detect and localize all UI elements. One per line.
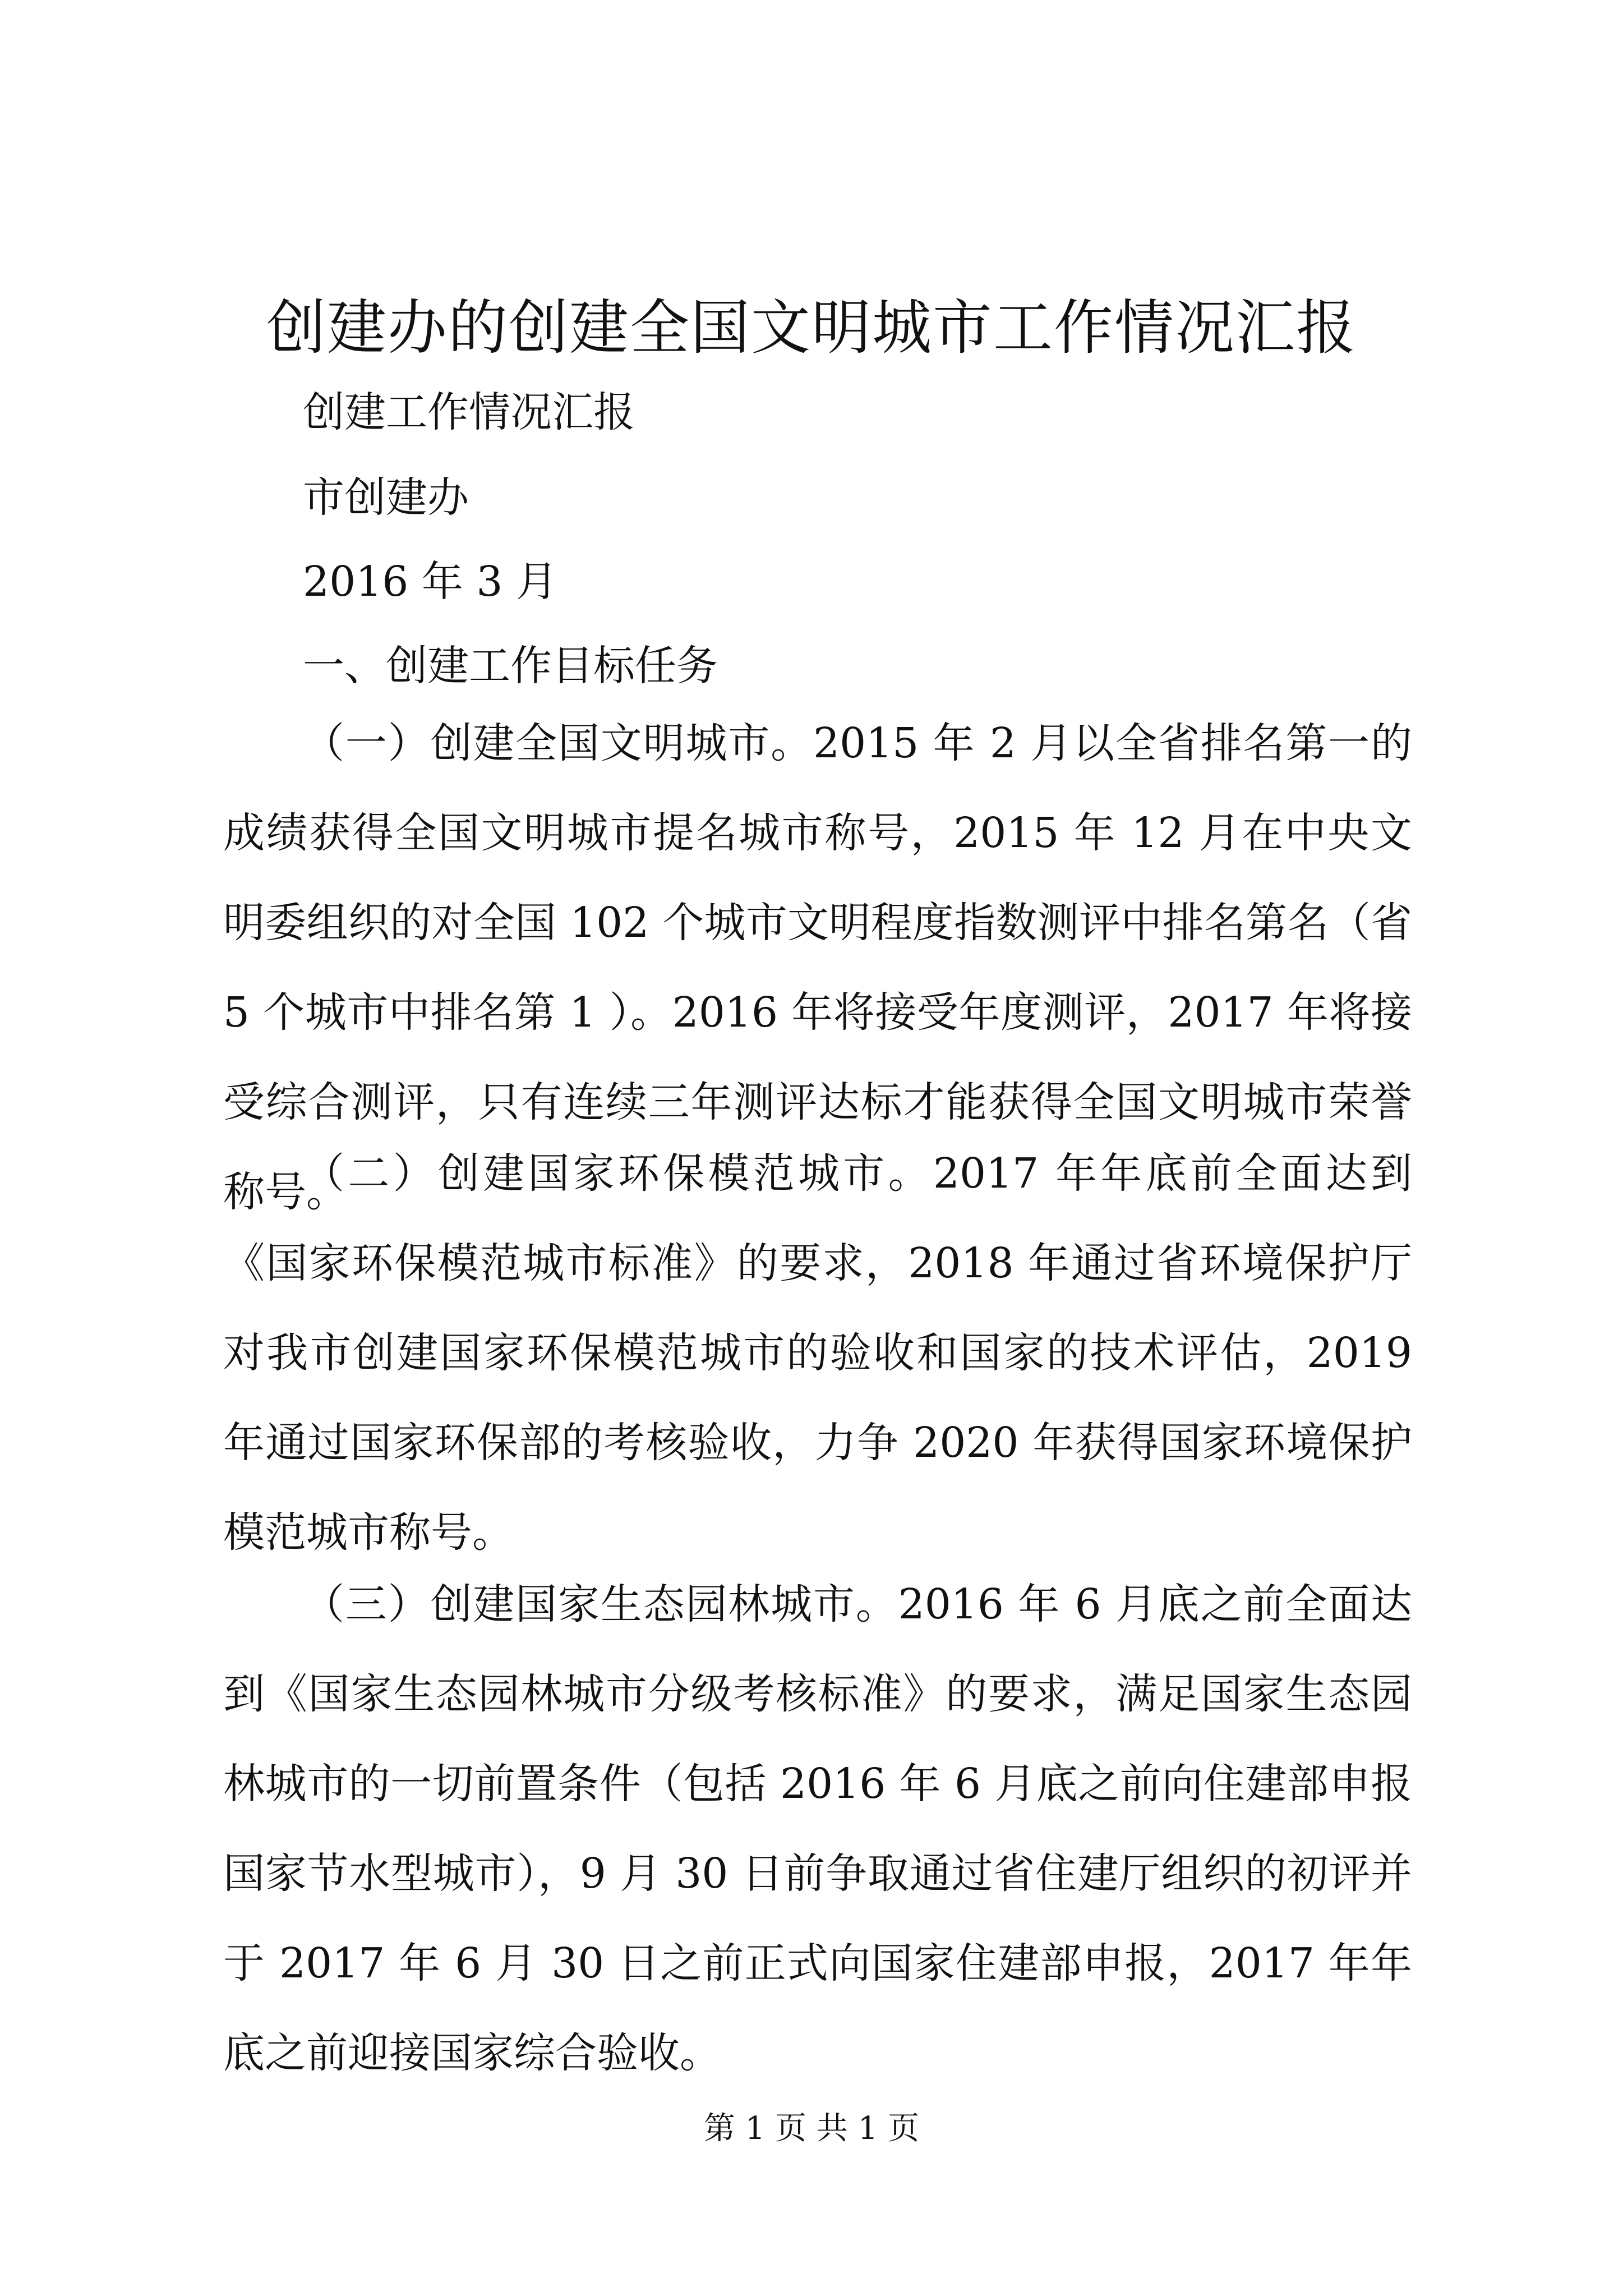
document-subtitle: 创建工作情况汇报 (303, 388, 635, 436)
paragraph-2: （二）创建国家环保模范城市。2017 年年底前全面达到《国家环保模范城市标准》的要求，2018 年通过省环境保护厅对我市创建国家环保模范城市的验收和国家的技术评估，2019 年通过国家环保部的考核验收，力争 2020 年获得国家环境保护模范城市称号。 (223, 1149, 1412, 1557)
paragraph-1: （一）创建全国文明城市。2015 年 2 月以全省排名第一的成绩获得全国文明城市提名城市称号，2015 年 12 月在中央文明委组织的对全国 102 个城市文明程度指数测评中排名第名（省 5 个城市中排名第 1 ）。2016 年将接受年度测评，2017 年将接受综合测评，只有连续三年测评达标才能获得全国文明城市荣誉称号。 (223, 719, 1412, 1216)
section-heading: 一、创建工作目标任务 (303, 642, 718, 690)
paragraph-3: （三）创建国家生态园林城市。2016 年 6 月底之前全面达到《国家生态园林城市分级考核标准》的要求，满足国家生态园林城市的一切前置条件（包括 2016 年 6 月底之前向住建部申报国家节水型城市），9 月 30 日前争取通过省住建厅组织的初评并于 2017 年 6 月 30 日之前正式向国家住建部申报，2017 年年底之前迎接国家综合验收。 (223, 1580, 1412, 2077)
issuer-line: 市创建办 (303, 473, 469, 522)
page-footer: 第 1 页 共 1 页 (703, 2110, 920, 2147)
date-line: 2016 年 3 月 (303, 558, 557, 606)
document-title: 创建办的创建全国文明城市工作情况汇报 (266, 293, 1357, 362)
